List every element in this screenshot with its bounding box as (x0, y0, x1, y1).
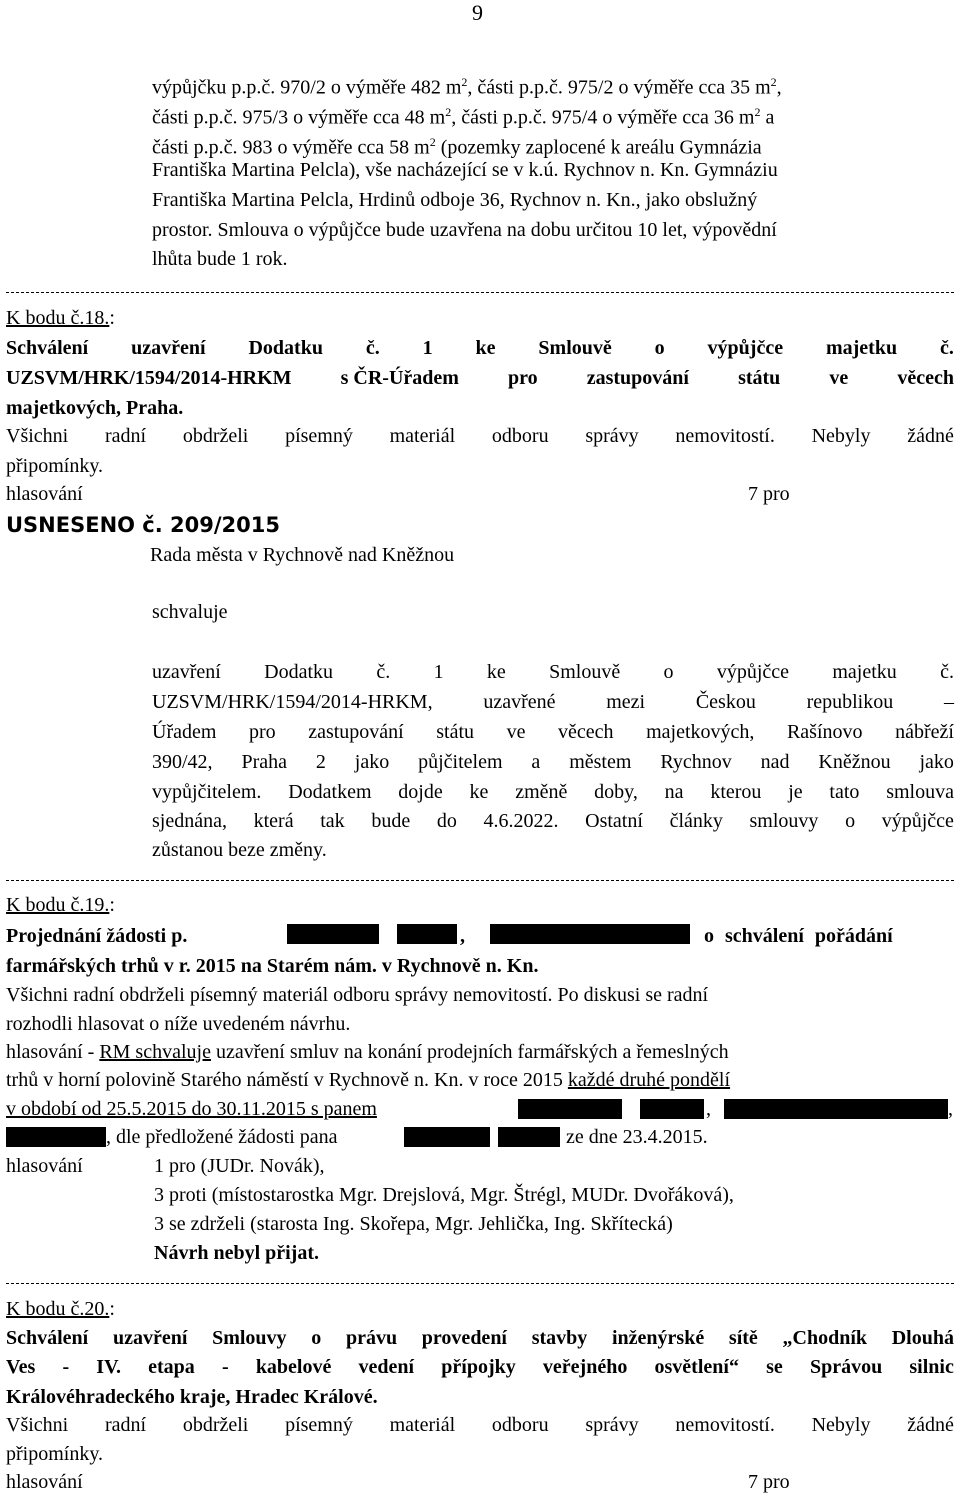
word: písemný (285, 1414, 353, 1436)
word: doby, (594, 781, 638, 803)
word: Správou (809, 1356, 883, 1378)
word: věcech (897, 367, 954, 389)
word: tato (829, 781, 860, 803)
word: Nebyly (811, 1414, 871, 1436)
item-heading: K bodu č.18.: (6, 307, 115, 329)
word: právu (345, 1327, 398, 1349)
vote-label: hlasování (6, 1155, 83, 1177)
word: uzavření (112, 1327, 188, 1349)
word: Rychnov (660, 751, 732, 773)
word: ke (469, 781, 489, 803)
word: Českou (695, 691, 756, 713)
word: kabelové (255, 1356, 332, 1378)
vote-line: 1 pro (JUDr. Novák), (154, 1155, 325, 1177)
word: Smlouvě (538, 337, 612, 359)
word: Schválení (6, 1327, 89, 1349)
item-title-line (6, 336, 954, 360)
word: č. (939, 337, 954, 359)
item-title-line: Královéhradeckého kraje, Hradec Králové. (6, 1386, 378, 1408)
word: Všichni (6, 1414, 69, 1436)
word: osvětlení“ (654, 1356, 739, 1378)
word: č. (365, 337, 380, 359)
redacted-block (490, 924, 690, 944)
word: o (845, 810, 856, 832)
word: Nebyly (811, 425, 871, 447)
word: Ostatní (585, 810, 643, 832)
word: která (253, 810, 294, 832)
word: radní (104, 1414, 147, 1436)
word: 1 (433, 661, 444, 683)
info-line: rozhodli hlasovat o níže uvedeném návrhu. (6, 1013, 351, 1035)
item-title-line (6, 366, 954, 390)
vote-result: 7 pro (748, 1471, 790, 1493)
word: Dodatkem (288, 781, 372, 803)
word: IV. (96, 1356, 121, 1378)
item-title-line: majetkových, Praha. (6, 397, 184, 419)
word: výpůjčce (716, 661, 790, 683)
paragraph-line: prostor. Smlouva o výpůjčce bude uzavřena na dobu určitou 10 let, výpovědní (152, 219, 777, 241)
info-line: Všichni radní obdrželi písemný materiál odboru správy nemovitostí. Po diskusi se radní (6, 984, 709, 1006)
word: správy (585, 1414, 639, 1436)
word: žádné (907, 1414, 954, 1436)
word: tak (320, 810, 345, 832)
word: veřejného (542, 1356, 628, 1378)
word: výpůjčce (881, 810, 954, 832)
word: jako (919, 751, 954, 773)
word: je (788, 781, 803, 803)
vote-label: hlasování (6, 1471, 83, 1493)
word: zastupování (308, 721, 404, 743)
resolution-line (152, 809, 954, 833)
item-title-line (6, 1355, 954, 1379)
word: Rašínovo (786, 721, 863, 743)
redacted-block (724, 1099, 948, 1119)
word: Úřadem (152, 721, 217, 743)
resolution-line (152, 780, 954, 804)
word: radní (104, 425, 147, 447)
word: – (943, 691, 954, 713)
word: vedení (358, 1356, 415, 1378)
word: republikou (806, 691, 894, 713)
word: stavby (531, 1327, 588, 1349)
resolution-verb: schvaluje (152, 601, 228, 623)
proposal-line: hlasování - RM schvaluje uzavření smluv na konání prodejních farmářských a řemeslných (6, 1041, 729, 1063)
word: písemný (285, 425, 353, 447)
section-separator (6, 292, 954, 293)
proposal-line: , dle předložené žádosti pana (106, 1126, 338, 1148)
word: mezi (606, 691, 646, 713)
word: na (664, 781, 684, 803)
word: č. (940, 661, 954, 683)
word: etapa (148, 1356, 195, 1378)
word: nemovitostí. (675, 1414, 775, 1436)
info-line: připomínky. (6, 1443, 104, 1465)
word: ve (506, 721, 526, 743)
info-line: připomínky. (6, 455, 104, 477)
paragraph-line: části p.p.č. 983 o výměře cca 58 $m^2$ (pozemky zaplocené k areálu Gymnázia (152, 135, 762, 159)
word: žádné (907, 425, 954, 447)
word: Smlouvy (212, 1327, 287, 1349)
redacted-block (397, 924, 457, 944)
word: kterou (710, 781, 762, 803)
word: městem (569, 751, 632, 773)
word: státu (738, 367, 781, 389)
word: smlouva (886, 781, 954, 803)
word: jako (354, 751, 390, 773)
word: nábřeží (895, 721, 954, 743)
proposal-line: ze dne 23.4.2015. (566, 1126, 708, 1148)
paragraph-line: části p.p.č. 975/3 o výměře cca 48 $m^2$, části p.p.č. 975/4 o výměře cca 36 $m^2$ a (152, 105, 775, 129)
word: Praha (241, 751, 287, 773)
word: nad (760, 751, 790, 773)
info-line (6, 424, 954, 448)
resolution-line (152, 690, 954, 714)
word: materiál (389, 425, 456, 447)
word: provedení (421, 1327, 507, 1349)
word: Smlouvě (549, 661, 621, 683)
word: pro (508, 367, 538, 389)
word: nemovitostí. (675, 425, 775, 447)
word: Všichni (6, 425, 69, 447)
item-title-line: o schválení pořádání (704, 925, 893, 947)
resolution-line (152, 720, 954, 744)
item-title-line: Projednání žádosti p. (6, 925, 188, 947)
word: pro (248, 721, 276, 743)
word: Schválení (6, 337, 89, 359)
word: majetkových, (646, 721, 755, 743)
word: vypůjčitelem. (152, 781, 262, 803)
word: státu (436, 721, 475, 743)
item-title-line (6, 1326, 954, 1350)
word: UZSVM/HRK/1594/2014-HRKM (6, 367, 292, 389)
redacted-block (287, 924, 379, 944)
vote-label: hlasování (6, 483, 83, 505)
word: ke (475, 337, 496, 359)
word: Dodatku (264, 661, 334, 683)
vote-result: Návrh nebyl přijat. (154, 1242, 319, 1264)
proposal-line: v období od 25.5.2015 do 30.11.2015 s panem (6, 1098, 377, 1120)
word: ke (486, 661, 506, 683)
proposal-line: trhů v horní polovině Starého náměstí v Rychnově n. Kn. v roce 2015 každé druhé pondělí (6, 1069, 731, 1091)
word: změně (515, 781, 568, 803)
word: Ves (6, 1356, 36, 1378)
word: a (531, 751, 541, 773)
word: odboru (491, 1414, 549, 1436)
word: zastupování (586, 367, 689, 389)
word: obdrželi (182, 425, 249, 447)
word: bude (371, 810, 411, 832)
paragraph-line: Františka Martina Pelcla, Hrdinů odboje 36, Rychnov n. Kn., jako obslužný (152, 189, 758, 211)
word: správy (585, 425, 639, 447)
word: uzavření (152, 661, 221, 683)
vote-result: 7 pro (748, 483, 790, 505)
word: sjednána, (152, 810, 227, 832)
word: - (221, 1356, 229, 1378)
redacted-block (518, 1099, 622, 1119)
word: - (62, 1356, 70, 1378)
item-heading: K bodu č.19.: (6, 894, 115, 916)
council-name: Rada města v Rychnově nad Kněžnou (150, 544, 455, 566)
word: č. (376, 661, 391, 683)
word: uzavření (131, 337, 206, 359)
paragraph-line: výpůjčku p.p.č. 970/2 o výměře 482 $m^2$, části p.p.č. 975/2 o výměře cca 35 $m^2$, (152, 75, 782, 99)
word: materiál (389, 1414, 456, 1436)
word: 1 (422, 337, 433, 359)
word: inženýrské (611, 1327, 705, 1349)
resolution-line (152, 750, 954, 774)
redacted-block (404, 1127, 490, 1147)
word: s ČR-Úřadem (340, 367, 459, 389)
resolution-line (152, 660, 954, 684)
word: o (663, 661, 674, 683)
redacted-block (640, 1099, 704, 1119)
resolution-number: USNESENO č. 209/2015 (6, 513, 280, 537)
word: dojde (398, 781, 443, 803)
paragraph-line: Františka Martina Pelcla), vše nacházející se v k.ú. Rychnov n. Kn. Gymnáziu (152, 159, 778, 181)
item-title-line: farmářských trhů v r. 2015 na Starém nám. v Rychnově n. Kn. (6, 955, 539, 977)
word: články (669, 810, 723, 832)
proposal-comma: , (948, 1098, 953, 1120)
word: obdrželi (182, 1414, 249, 1436)
word: majetku (825, 337, 898, 359)
vote-line: 3 proti (místostarostka Mgr. Drejslová, Mgr. Štrégl, MUDr. Dvořáková), (154, 1184, 734, 1206)
word: smlouvy (749, 810, 819, 832)
word: se (766, 1356, 783, 1378)
word: výpůjčce (707, 337, 784, 359)
word: odboru (491, 425, 549, 447)
page-number: 9 (472, 0, 483, 25)
word: „Chodník (782, 1327, 867, 1349)
word: půjčitelem (418, 751, 503, 773)
word: silnic (909, 1356, 954, 1378)
proposal-comma: , (706, 1098, 711, 1120)
item-heading: K bodu č.20.: (6, 1298, 115, 1320)
word: 390/42, (152, 751, 213, 773)
redacted-block (498, 1127, 560, 1147)
redacted-block (6, 1127, 106, 1147)
vote-line: 3 se zdrželi (starosta Ing. Skořepa, Mgr. Jehlička, Ing. Skřítecká) (154, 1213, 673, 1235)
word: uzavřené (483, 691, 556, 713)
word: o (654, 337, 665, 359)
section-separator (6, 880, 954, 881)
word: přípojky (441, 1356, 516, 1378)
word: Dlouhá (891, 1327, 954, 1349)
resolution-line: zůstanou beze změny. (152, 839, 327, 861)
word: 2 (315, 751, 326, 773)
word: do (436, 810, 457, 832)
word: o (311, 1327, 322, 1349)
word: sítě (728, 1327, 758, 1349)
section-separator (6, 1283, 954, 1284)
word: ve (829, 367, 849, 389)
paragraph-line: lhůta bude 1 rok. (152, 248, 288, 270)
word: věcech (558, 721, 614, 743)
word: Dodatku (248, 337, 323, 359)
word: 4.6.2022. (483, 810, 559, 832)
info-line (6, 1413, 954, 1437)
word: majetku (832, 661, 897, 683)
word: Kněžnou (818, 751, 891, 773)
item-title-comma: , (460, 925, 465, 947)
word: UZSVM/HRK/1594/2014-HRKM, (152, 691, 433, 713)
